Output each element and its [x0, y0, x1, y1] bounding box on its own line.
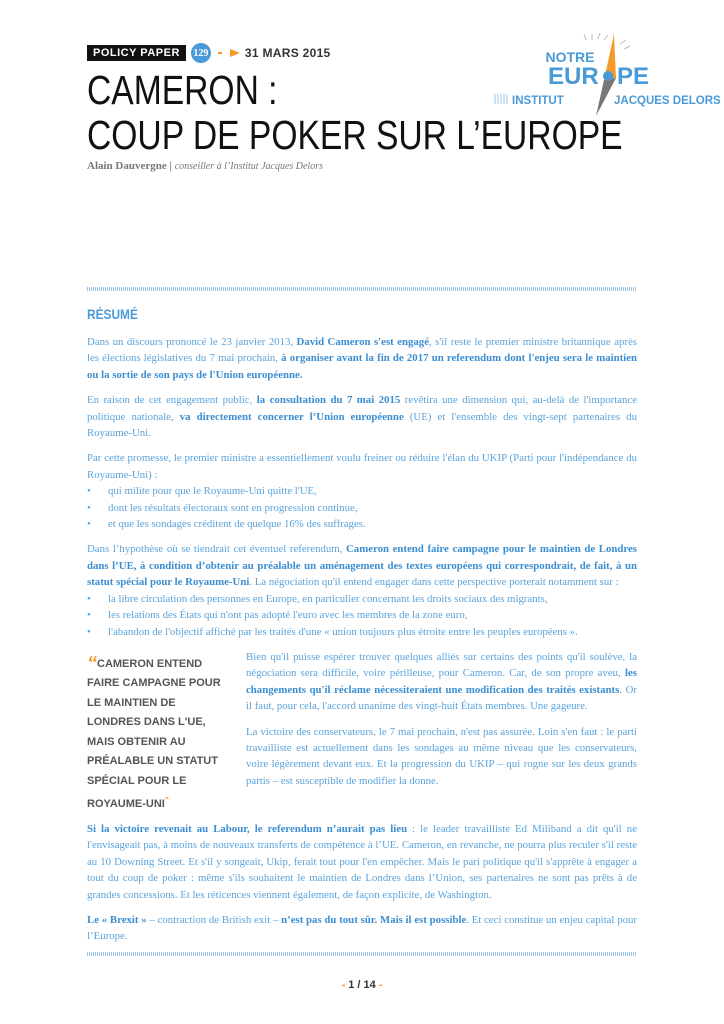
arrow-line	[218, 52, 222, 54]
author-separator: |	[169, 160, 172, 172]
arrow-icon	[230, 49, 240, 57]
bold-text: Le « Brexit »	[87, 913, 147, 926]
series-label: POLICY PAPER	[87, 45, 186, 61]
author-line	[87, 160, 323, 172]
pullquote-text: CAMERON ENTEND FAIRE CAMPAGNE POUR LE MAINTIEN DE LONDRES DANS L'UE, MAIS OBTENIR AU PRÉALABLE UN STATUT SPÉCIAL POUR LE ROYAUME-UNI	[87, 657, 221, 811]
dash: -	[341, 979, 346, 991]
list-item: • la libre circulation des personnes en Europe, en particulier concernant les droits sociaux des migrants,	[87, 591, 637, 607]
list-item: • dont les résultats électoraux sont en progression continue,	[87, 500, 637, 516]
section-title: RÉSUMÉ	[87, 306, 138, 322]
paragraph	[87, 821, 637, 903]
text-segment: Par cette promesse, le premier ministre a essentiellement voulu freiner ou réduire l'élan du UKIP (Parti pour l'indépendance du Royaume-Uni) :	[87, 452, 637, 481]
paragraph	[87, 541, 637, 590]
ukip-list	[87, 483, 637, 532]
text-segment: . La négociation qu'il entend engager dans cette perspective porterait notamment sur :	[249, 576, 619, 589]
svg-text:EUR: EUR	[548, 63, 599, 90]
text-segment: – contraction de British exit –	[146, 913, 282, 926]
title-line-1: CAMERON :	[87, 67, 278, 113]
bold-text: va directement concerner l’Union européenne	[179, 410, 404, 423]
text-segment: : le leader travailliste Ed Miliband a dit qu'il ne l'envisageait pas, à moins de nouveaux transferts de compétence à l’UE. Cameron, en revanche, ne pourra plus reculer s'il reste au 10 Downing Street. Et s'il y songeait, Ukip, ferait tout pour l'en empêcher. Mais le pari politique qu'il s'apprête à engager a tout du coup de poker : même s'ils souhaitent le maintien de Londres dans l’Union, ses partenaires ne sont pas prêts à de grandes concessions. Et les réticences viennent également, de façon explicite, de Washington.	[87, 822, 637, 901]
title-line-2: COUP DE POKER SUR L’EUROPE	[87, 112, 623, 158]
text-segment: Dans un discours prononcé le 23 janvier 2013,	[87, 336, 297, 348]
text-segment: En raison de cet engagement public,	[87, 394, 257, 407]
paragraph	[87, 392, 637, 441]
bold-text: Si la victoire revenait au Labour, le referendum n’aurait pas lieu	[87, 822, 408, 835]
list-item: • qui milite pour que le Royaume-Uni quitte l'UE,	[87, 483, 637, 499]
bold-text: n’est pas du tout sûr. Mais il est possible	[281, 913, 467, 926]
paragraph	[87, 912, 637, 945]
author-name: Alain Dauvergne	[87, 160, 167, 172]
notre-europe-logo	[492, 30, 721, 120]
page-number	[0, 979, 724, 991]
dash: -	[378, 979, 383, 991]
paragraph	[87, 334, 637, 383]
bold-text: les changements qu'il réclame nécessiteraient une modification des traités existants	[246, 667, 637, 696]
issue-number-badge: 129	[191, 43, 211, 63]
text-segment: (UE) et l'ensemble des vingt-sept partenaires du Royaume-Uni.	[87, 410, 637, 440]
text-segment: Dans l’hypothèse où se tiendrait cet éventuel referendum,	[87, 543, 346, 556]
list-item: • et que les sondages créditent de quelque 16% des suffrages.	[87, 516, 637, 532]
bold-text: David Cameron s'est engagé	[296, 336, 429, 348]
text-segment: Bien qu'il puisse espérer trouver quelques alliés sur certains des points qu'il soulève, la négociation sera difficile, voire périlleuse, pour Cameron. Car, de son propre aveu,	[246, 650, 637, 680]
pullquote	[87, 652, 232, 815]
list-item: • les relations des États qui n'ont pas adopté l'euro avec les membres de la zone euro,	[87, 607, 637, 623]
document-header	[87, 45, 331, 61]
quote-open-icon: “	[87, 652, 94, 675]
svg-text:INSTITUT: INSTITUT	[512, 95, 564, 107]
bold-text: à organiser avant la fin de 2017 un referendum dont l'enjeu sera le maintien ou la sortie de son pays de l'Union européenne.	[87, 352, 637, 381]
list-item: • l'abandon de l'objectif affiché par les traités d'une « union toujours plus étroite entre les peuples européens ».	[87, 624, 637, 640]
summary-body	[87, 334, 637, 954]
author-role: conseiller à l’Institut Jacques Delors	[174, 161, 323, 172]
text-segment: revêtira une dimension qui, au-delà de l'importance politique nationale,	[87, 394, 637, 423]
publication-date: 31 MARS 2015	[244, 46, 331, 60]
text-segment: . Or il faut, pour cela, l'accord unanime des vingt-huit États membres. Une gageure.	[246, 683, 637, 713]
text-segment: La victoire des conservateurs, le 7 mai prochain, n'est pas assurée. Loin s'en faut : le parti travailliste est actuellement dans les sondages au même niveau que les conservateurs, voire légèrement devant eux. Et la progression du UKIP – qui rogne sur les deux grands partis – est susceptible de modifier la donne.	[246, 725, 637, 787]
svg-text:NOTRE: NOTRE	[545, 49, 595, 65]
text-segment: . Et ceci constitue un enjeu capital pour l’Europe.	[87, 913, 637, 943]
paragraph	[87, 450, 637, 483]
bold-text: Cameron entend faire campagne pour le maintien de Londres dans l’UE, à condition d’obtenir au préalable un aménagement des textes européens qui correspondrait, de fait, à un statut spécial pour le Royaume-Uni	[87, 543, 637, 589]
quote-close-icon: ”	[164, 796, 169, 806]
page-number-text: 1 / 14	[348, 979, 376, 991]
divider-bottom	[87, 952, 637, 956]
divider-top	[87, 287, 637, 291]
negotiation-list	[87, 591, 637, 640]
svg-text:JACQUES DELORS: JACQUES DELORS	[614, 95, 721, 107]
bold-text: la consultation du 7 mai 2015	[256, 394, 401, 407]
svg-text:PE: PE	[617, 63, 650, 90]
text-segment: , s'il reste le premier ministre britannique après les élections législatives du 7 mai prochain,	[87, 336, 637, 365]
